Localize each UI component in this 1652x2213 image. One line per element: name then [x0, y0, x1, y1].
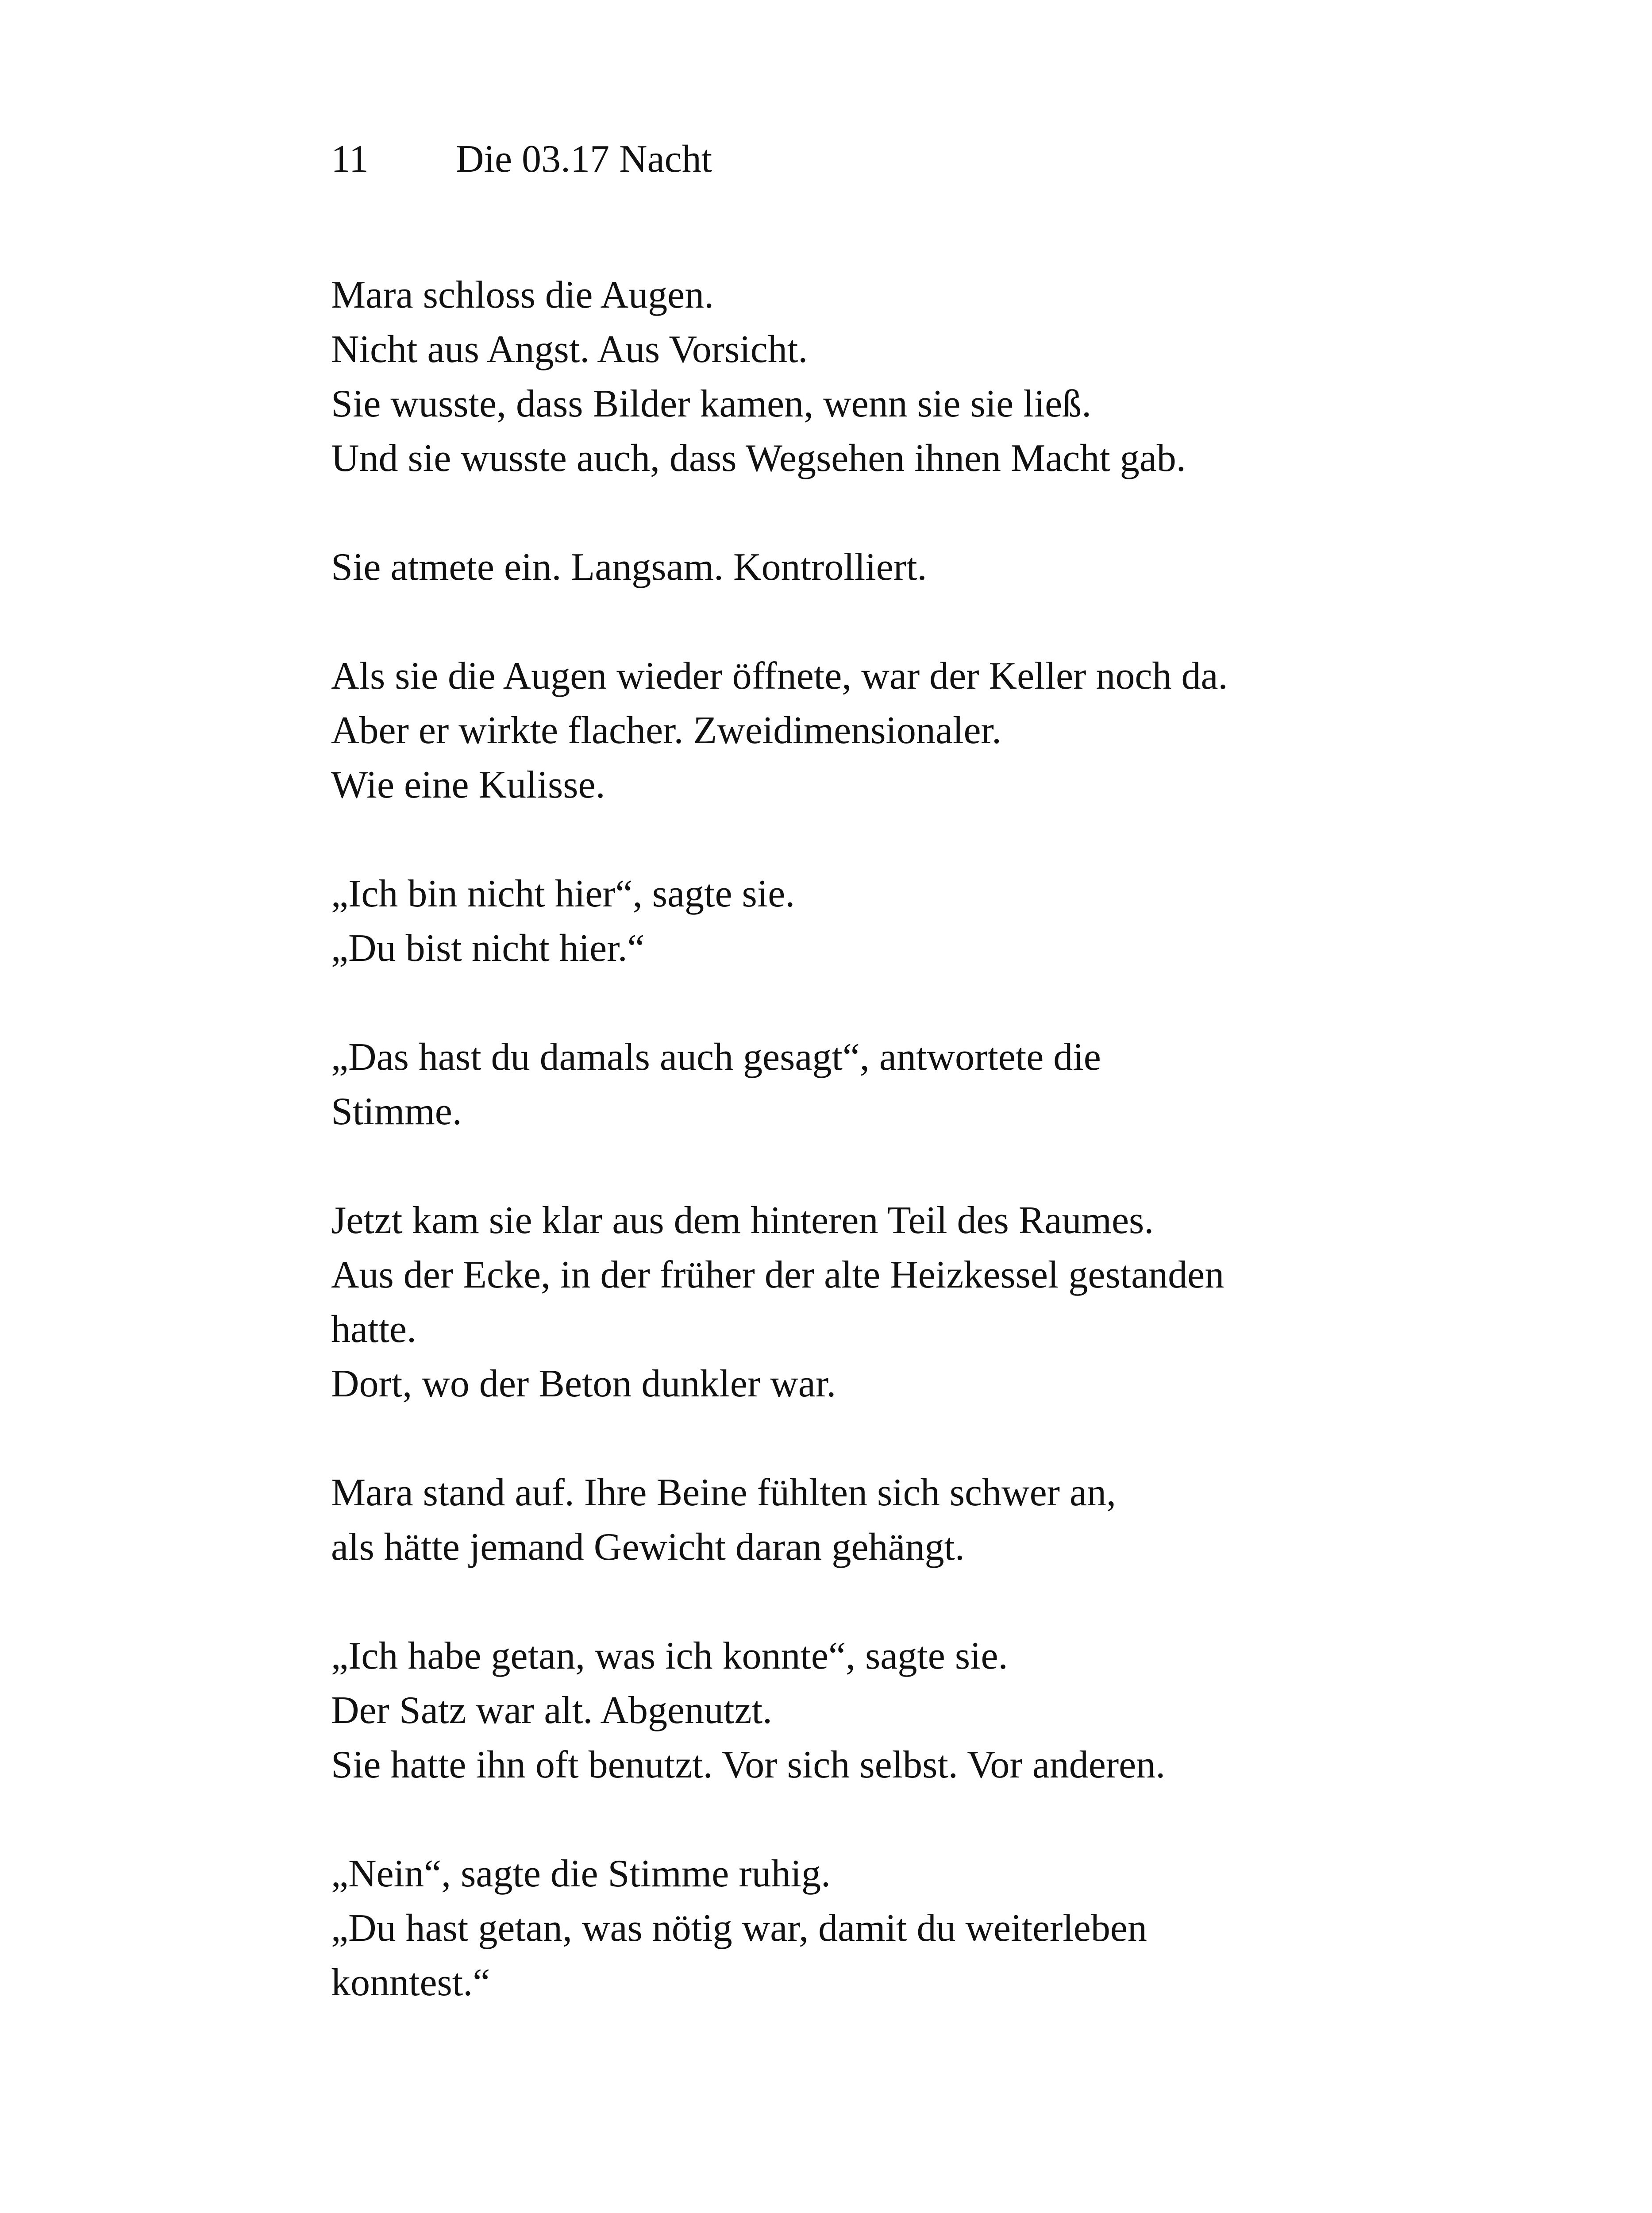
text-line: Der Satz war alt. Abgenutzt. — [331, 1689, 773, 1732]
paragraph-gap — [331, 1574, 1371, 1629]
paragraph — [331, 1030, 1371, 1139]
chapter-number: 11 — [331, 138, 369, 181]
paragraph-gap — [331, 1792, 1371, 1847]
text-line: Mara schloss die Augen. — [331, 274, 714, 316]
text-line: Und sie wusste auch, dass Wegsehen ihnen Macht gab. — [331, 437, 1186, 480]
paragraph — [331, 540, 1371, 594]
text-line: Sie atmete ein. Langsam. Kontrolliert. — [331, 546, 927, 589]
text-line: „Du hast getan, was nötig war, damit du weiterleben — [331, 1907, 1147, 1950]
paragraph — [331, 867, 1371, 975]
paragraph — [331, 649, 1371, 812]
text-line: Sie hatte ihn oft benutzt. Vor sich selbst. Vor anderen. — [331, 1743, 1166, 1786]
text-line: Aber er wirkte flacher. Zweidimensionaler. — [331, 709, 1001, 752]
paragraph-gap — [331, 812, 1371, 867]
text-line: Dort, wo der Beton dunkler war. — [331, 1362, 836, 1405]
text-line: hatte. — [331, 1308, 417, 1351]
paragraph — [331, 1465, 1371, 1574]
text-line: „Du bist nicht hier.“ — [331, 927, 645, 970]
text-line: „Ich habe getan, was ich konnte“, sagte sie. — [331, 1635, 1008, 1677]
chapter-body — [331, 268, 1371, 2010]
paragraph — [331, 268, 1371, 486]
text-line: „Ich bin nicht hier“, sagte sie. — [331, 872, 795, 915]
paragraph — [331, 1847, 1371, 2010]
text-line: als hätte jemand Gewicht daran gehängt. — [331, 1526, 965, 1569]
paragraph — [331, 1629, 1371, 1792]
text-line: Jetzt kam sie klar aus dem hinteren Teil des Raumes. — [331, 1199, 1154, 1242]
text-line: „Nein“, sagte die Stimme ruhig. — [331, 1852, 831, 1895]
text-line: Aus der Ecke, in der früher der alte Heizkessel gestanden — [331, 1253, 1225, 1296]
paragraph-gap — [331, 594, 1371, 649]
text-line: Nicht aus Angst. Aus Vorsicht. — [331, 328, 808, 371]
paragraph-gap — [331, 486, 1371, 540]
text-line: Wie eine Kulisse. — [331, 763, 605, 806]
chapter-title: Die 03.17 Nacht — [456, 138, 712, 181]
text-line: Mara stand auf. Ihre Beine fühlten sich schwer an, — [331, 1471, 1117, 1514]
text-line: Als sie die Augen wieder öffnete, war der Keller noch da. — [331, 655, 1228, 698]
paragraph-gap — [331, 975, 1371, 1030]
chapter-heading — [331, 133, 712, 186]
text-line: „Das hast du damals auch gesagt“, antwortete die — [331, 1036, 1101, 1079]
paragraph-gap — [331, 1139, 1371, 1193]
text-line: Sie wusste, dass Bilder kamen, wenn sie sie ließ. — [331, 382, 1092, 425]
text-line: Stimme. — [331, 1090, 462, 1133]
paragraph — [331, 1193, 1371, 1411]
paragraph-gap — [331, 1411, 1371, 1465]
text-line: konntest.“ — [331, 1961, 490, 2004]
